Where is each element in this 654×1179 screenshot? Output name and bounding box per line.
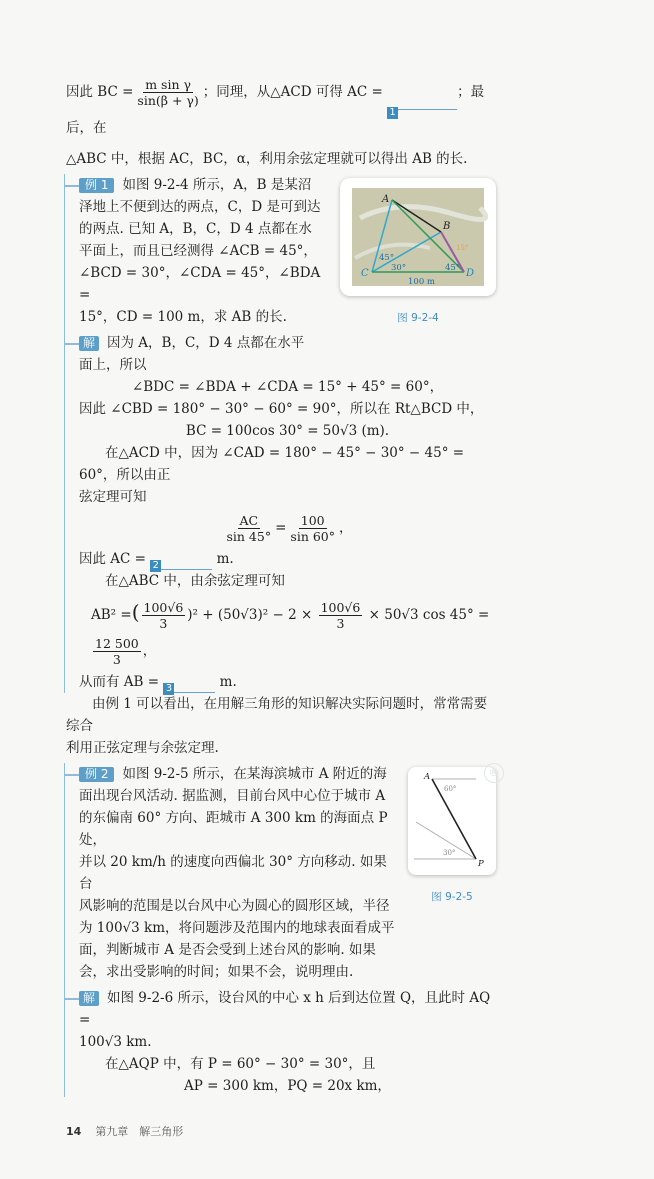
point-a-label: A	[382, 194, 390, 205]
textbook-page	[66, 72, 500, 1179]
solution-2-badge: 解	[79, 991, 99, 1006]
example-1-line: 15°，CD = 100 m，求 AB 的长.	[79, 309, 287, 325]
numerator: 100√6	[320, 600, 361, 615]
example-1-line: 如图 9-2-4 所示，A，B 是某沼	[122, 177, 312, 193]
solution-1-first-line	[79, 332, 496, 354]
text: )² + (50√3)² − 2 ×	[187, 607, 313, 623]
text: m.	[219, 674, 237, 690]
fraction	[225, 513, 274, 544]
angle-60-label: 60°	[444, 785, 457, 793]
fraction	[135, 77, 200, 108]
example-2-line: 如图 9-2-5 所示，在某海滨城市 A 附近的海	[122, 766, 387, 782]
swamp-triangle-diagram	[340, 178, 496, 296]
solution-line: 100√3 km.	[79, 1034, 152, 1050]
example-1-line: ∠BCD = 30°，∠CDA = 45°，∠BDA =	[79, 265, 321, 303]
figure-9-2-4	[340, 178, 496, 296]
summary-line: 利用正弦定理与余弦定理.	[66, 740, 219, 756]
denominator: sin 60°	[290, 529, 335, 544]
text: =	[275, 520, 287, 536]
blank-number: 3	[163, 683, 174, 695]
point-a-label: A	[424, 772, 431, 782]
example-1-box	[64, 174, 496, 693]
answer-blank-2[interactable]	[150, 553, 212, 570]
numerator: 100	[300, 513, 325, 528]
fraction	[288, 513, 337, 544]
text: 因此 AC =	[79, 551, 146, 567]
example-2-line: 面出现台风活动. 据监测，目前台风中心位于城市 A	[79, 788, 386, 804]
registered-watermark: ®	[484, 763, 504, 783]
text: 因此 BC =	[66, 84, 134, 100]
blank-number: 2	[150, 560, 161, 572]
answer-blank-3[interactable]	[163, 676, 215, 693]
solution-line: 如图 9-2-6 所示，设台风的中心 x h 后到达位置 Q，且此时 AQ =	[79, 990, 491, 1028]
example-2-line: 风影响的范围是以台风中心为圆心的圆形区域，半径	[79, 898, 390, 914]
example-2-box	[64, 763, 500, 1097]
point-d-label: D	[466, 268, 475, 279]
example-2-line: 的东偏南 60° 方向、距城市 A 300 km 的海面点 P 处，	[79, 810, 388, 848]
text: ，	[142, 643, 157, 659]
denominator: 3	[159, 616, 168, 631]
solution-line: 弦定理可知	[79, 489, 147, 505]
example-1-line: 泽地上不便到达的两点，C，D 是可到达	[79, 199, 321, 215]
page-footer	[66, 1123, 496, 1139]
page-number: 14	[66, 1125, 82, 1138]
angle-bda-label: 15°	[456, 244, 469, 252]
numerator: AC	[239, 513, 259, 528]
distance-label: 100 m	[408, 277, 435, 287]
solution-1-badge: 解	[79, 336, 99, 351]
text: AB² =	[91, 607, 132, 623]
solution-line: 因此 ∠CBD = 180° − 30° − 60° = 90°，所以在 Rt△BCD 中，	[79, 401, 484, 417]
fraction	[319, 600, 363, 631]
numerator: 12 500	[95, 636, 139, 651]
angle-bcd-label: 30°	[391, 263, 407, 273]
example-1-line: 平面上，而且已经测得 ∠ACB = 45°，	[79, 243, 317, 259]
blank-number: 1	[387, 107, 398, 119]
angle-30-label: 30°	[443, 849, 456, 857]
text: ；最后，在	[66, 84, 485, 136]
figure-9-2-4-wrapper	[340, 178, 496, 325]
text: × 50√3 cos 45° =	[368, 607, 490, 623]
example-2-badge: 例 2	[79, 767, 114, 782]
solution-line: 面上，所以	[79, 357, 147, 373]
example-2-line: 面，判断城市 A 是否会受到上述台风的影响. 如果	[79, 942, 376, 958]
angle-cda-label: 45°	[445, 263, 461, 273]
text: m.	[216, 551, 234, 567]
solution-line: 因为 A，B，C，D 4 点都在水平	[107, 335, 305, 351]
solution-line: 在△AQP 中，有 P = 60° − 30° = 30°，且	[105, 1056, 376, 1072]
example-1-line: 的两点. 已知 A，B，C，D 4 点都在水	[79, 221, 312, 237]
example-2-line: 并以 20 km/h 的速度向西偏北 30° 方向移动. 如果台	[79, 854, 387, 892]
example-2-line: 为 100√3 km，将问题涉及范围内的地球表面看成平	[79, 920, 395, 936]
solution-line-ac	[79, 548, 496, 570]
solution-2-first-line	[79, 987, 496, 1031]
fraction	[142, 600, 186, 631]
denominator: 3	[112, 652, 121, 667]
point-b-label: B	[443, 221, 451, 232]
summary-line: 由例 1 可以看出，在用解三角形的知识解决实际问题时，常常需要综合	[66, 696, 488, 734]
figure-9-2-5-wrapper	[408, 766, 500, 904]
figure-9-2-4-caption: 图 9-2-4	[397, 312, 439, 324]
answer-blank-1[interactable]	[387, 93, 457, 118]
text: 从而有 AB =	[79, 674, 160, 690]
typhoon-diagram	[408, 767, 496, 875]
solution-line: 在△ABC 中，由余弦定理可知	[105, 573, 285, 589]
denominator: sin(β + γ)	[137, 93, 199, 108]
fraction	[93, 636, 141, 667]
point-p-label: P	[478, 859, 484, 869]
equation: AP = 300 km，PQ = 20x km，	[184, 1078, 391, 1094]
equation: BC = 100cos 30° = 50√3 (m).	[185, 423, 390, 439]
numerator: m sin γ	[145, 77, 191, 92]
example-2-line: 会，求出受影响的时间；如果不会，说明理由.	[79, 964, 354, 980]
denominator: sin 45°	[226, 529, 272, 544]
figure-9-2-5	[408, 767, 496, 875]
intro-line-1	[66, 72, 496, 148]
equation-cosine-rule: AB² =( $\frac{100√6}{3}$ )² + (50√3)² − 2 × $\frac{100√6}{3}$ × 50√3 cos 45° = $\frac{12 500}{3}$ ，	[91, 600, 490, 667]
denominator: 3	[336, 616, 345, 631]
solution-line: 在△ACD 中，因为 ∠CAD = 180° − 45° − 30° − 45° = 60°，所以由正	[79, 445, 465, 483]
chapter-title: 第九章 解三角形	[95, 1125, 184, 1138]
example-1-badge: 例 1	[79, 178, 114, 193]
intro-line-2: △ABC 中，根据 AC，BC，α，利用余弦定理就可以得出 AB 的长.	[66, 151, 468, 167]
text: ，	[339, 520, 353, 536]
figure-9-2-5-caption: 图 9-2-5	[431, 891, 473, 903]
solution-line-ab	[79, 671, 496, 693]
equation: ∠BDC = ∠BDA + ∠CDA = 15° + 45° = 60°，	[131, 379, 444, 395]
text: ；同理，从△ACD 可得 AC =	[202, 84, 383, 100]
numerator: 100√6	[143, 600, 184, 615]
point-c-label: C	[361, 268, 369, 279]
angle-acb-label: 45°	[379, 253, 395, 263]
equation-sine-rule	[79, 508, 496, 548]
